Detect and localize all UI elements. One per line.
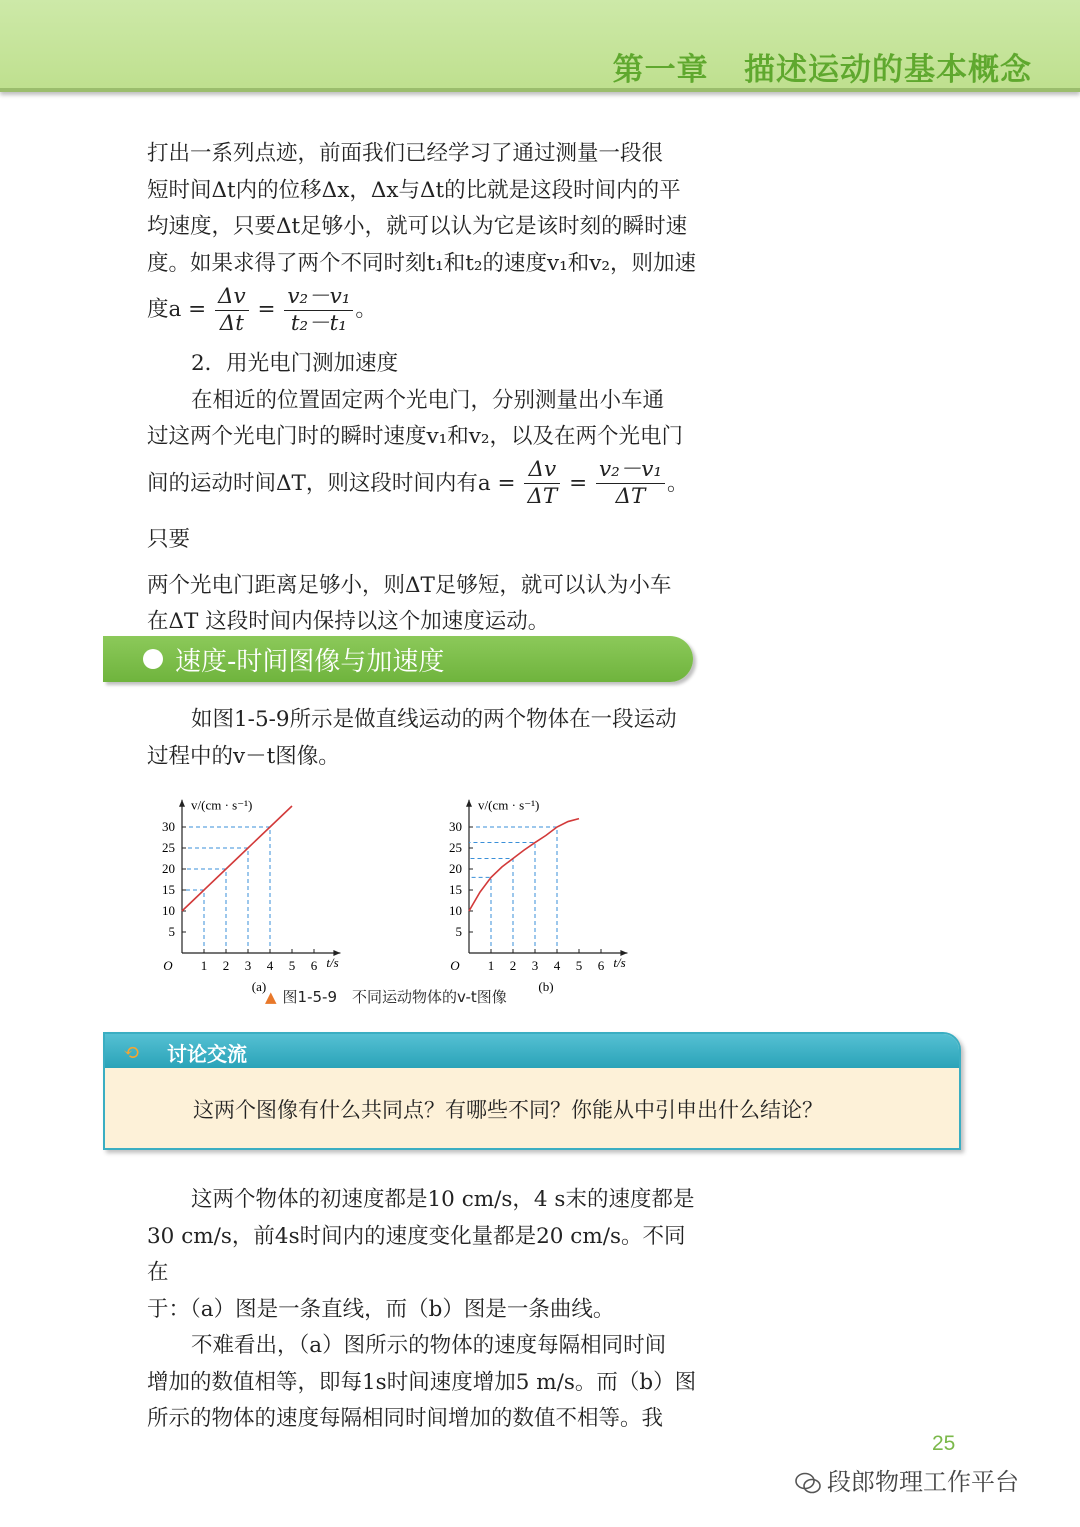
x-tick-label: 6 bbox=[310, 958, 318, 973]
section-title: 速度-时间图像与加速度 bbox=[175, 647, 445, 677]
x-tick-label: 4 bbox=[553, 958, 561, 973]
y-tick-label: 15 bbox=[162, 882, 175, 897]
guide-line bbox=[469, 843, 535, 953]
y-tick-label: 15 bbox=[449, 882, 462, 897]
y-tick-label: 5 bbox=[168, 924, 175, 939]
exchange-arrows-icon: ⟲ bbox=[123, 1040, 140, 1064]
y-tick-label: 20 bbox=[162, 861, 175, 876]
x-tick-label: 4 bbox=[266, 958, 274, 973]
origin-label: O bbox=[450, 958, 460, 973]
text-line: 增加的数值相等，即每1s时间速度增加5 m/s。而（b）图 bbox=[147, 1369, 697, 1395]
bullet-dot-icon bbox=[143, 649, 163, 669]
discussion-question: 这两个图像有什么共同点？有哪些不同？你能从中引申出什么结论？ bbox=[193, 1098, 823, 1122]
x-tick-label: 1 bbox=[200, 958, 208, 973]
paragraph-1 bbox=[147, 136, 697, 338]
text-line: 过这两个光电门时的瞬时速度v₁和v₂，以及在两个光电门 bbox=[147, 424, 684, 449]
watermark: 段郎物理工作平台 bbox=[795, 1462, 1019, 1497]
x-tick-label: 5 bbox=[288, 958, 296, 973]
x-tick-label: 6 bbox=[597, 958, 605, 973]
guide-line bbox=[469, 877, 491, 953]
text-line: 于：（a）图是一条直线，而（b）图是一条曲线。 bbox=[147, 1296, 615, 1322]
y-axis-arrow-icon bbox=[179, 800, 185, 807]
y-axis-label: v/(cm · s⁻¹) bbox=[191, 797, 253, 813]
discussion-title: 讨论交流 bbox=[167, 1042, 247, 1066]
text-line: 均速度，只要Δt足够小，就可以认为它是该时刻的瞬时速 bbox=[147, 214, 688, 239]
chapter-header bbox=[0, 0, 1080, 92]
panel-label: (b) bbox=[538, 979, 554, 994]
text-line: 30 cm/s，前4s时间内的速度变化量都是20 cm/s。不同在 bbox=[147, 1223, 686, 1285]
x-axis-label: t/s bbox=[613, 955, 626, 970]
discussion-header bbox=[105, 1034, 959, 1068]
x-tick-label: 3 bbox=[244, 958, 252, 973]
subsection-heading: 2．用光电门测加速度 bbox=[191, 351, 399, 376]
vt-graphs-figure bbox=[140, 780, 660, 1015]
page-number: 25 bbox=[932, 1432, 956, 1455]
acceleration-equation: 度a = $\frac{\Delta v}{\Delta t}$ = $\frac{\text{v₂－v₁}}{\text{t₂－t₁}}$ 。 bbox=[147, 283, 377, 336]
y-tick-label: 30 bbox=[162, 819, 175, 834]
paragraph-4 bbox=[147, 1182, 697, 1438]
x-tick-label: 5 bbox=[575, 958, 583, 973]
velocity-curve bbox=[182, 806, 292, 911]
text-line: 打出一系列点迹，前面我们已经学习了通过测量一段很 bbox=[147, 141, 664, 166]
y-tick-label: 25 bbox=[449, 840, 462, 855]
x-tick-label: 2 bbox=[509, 958, 517, 973]
origin-label: O bbox=[163, 958, 173, 973]
text-line: 度。如果求得了两个不同时刻t₁和t₂的速度v₁和v₂，则加速 bbox=[147, 250, 697, 276]
discussion-box bbox=[103, 1032, 961, 1150]
wechat-icon bbox=[795, 1471, 821, 1495]
text-line: 两个光电门距离足够小，则ΔT足够短，就可以认为小车 bbox=[147, 572, 672, 598]
photogate-equation: 间的运动时间ΔT，则这段时间内有a = $\frac{\Delta v}{\Delta T}$ = $\frac{\text{v₂－v₁}}{\Delta T}$ 。只要 bbox=[147, 457, 689, 552]
paragraph-2 bbox=[147, 346, 697, 641]
x-tick-label: 1 bbox=[487, 958, 495, 973]
y-axis-arrow-icon bbox=[466, 800, 472, 807]
text-line: 所示的物体的速度每隔相同时间增加的数值不相等。我 bbox=[147, 1406, 664, 1431]
y-tick-label: 25 bbox=[162, 840, 175, 855]
x-tick-label: 3 bbox=[531, 958, 539, 973]
velocity-curve bbox=[469, 819, 579, 911]
triangle-icon: ▲ bbox=[265, 988, 277, 1006]
text-line: 过程中的v－t图像。 bbox=[147, 743, 340, 769]
text-line: 如图1-5-9所示是做直线运动的两个物体在一段运动 bbox=[191, 707, 677, 732]
figure-caption: ▲ 图1-5-9 不同运动物体的v-t图像 bbox=[265, 988, 507, 1006]
y-tick-label: 30 bbox=[449, 819, 462, 834]
x-tick-label: 2 bbox=[222, 958, 230, 973]
text-line: 短时间Δt内的位移Δx，Δx与Δt的比就是这段时间内的平 bbox=[147, 177, 681, 203]
text-line: 这两个物体的初速度都是10 cm/s，4 s末的速度都是 bbox=[191, 1187, 695, 1212]
chapter-title: 第一章 描述运动的基本概念 bbox=[612, 52, 1032, 88]
text-line: 在相近的位置固定两个光电门，分别测量出小车通 bbox=[191, 387, 665, 413]
text-line: 在ΔT 这段时间内保持以这个加速度运动。 bbox=[147, 609, 550, 634]
x-axis-label: t/s bbox=[326, 955, 339, 970]
paragraph-3 bbox=[147, 702, 697, 775]
y-tick-label: 10 bbox=[449, 903, 462, 918]
y-tick-label: 20 bbox=[449, 861, 462, 876]
section-heading-bar bbox=[103, 636, 693, 682]
panel-label: (a) bbox=[251, 979, 267, 994]
y-axis-label: v/(cm · s⁻¹) bbox=[478, 797, 540, 813]
text-line: 不难看出，（a）图所示的物体的速度每隔相同时间 bbox=[191, 1333, 667, 1358]
y-tick-label: 10 bbox=[162, 903, 175, 918]
y-tick-label: 5 bbox=[455, 924, 462, 939]
